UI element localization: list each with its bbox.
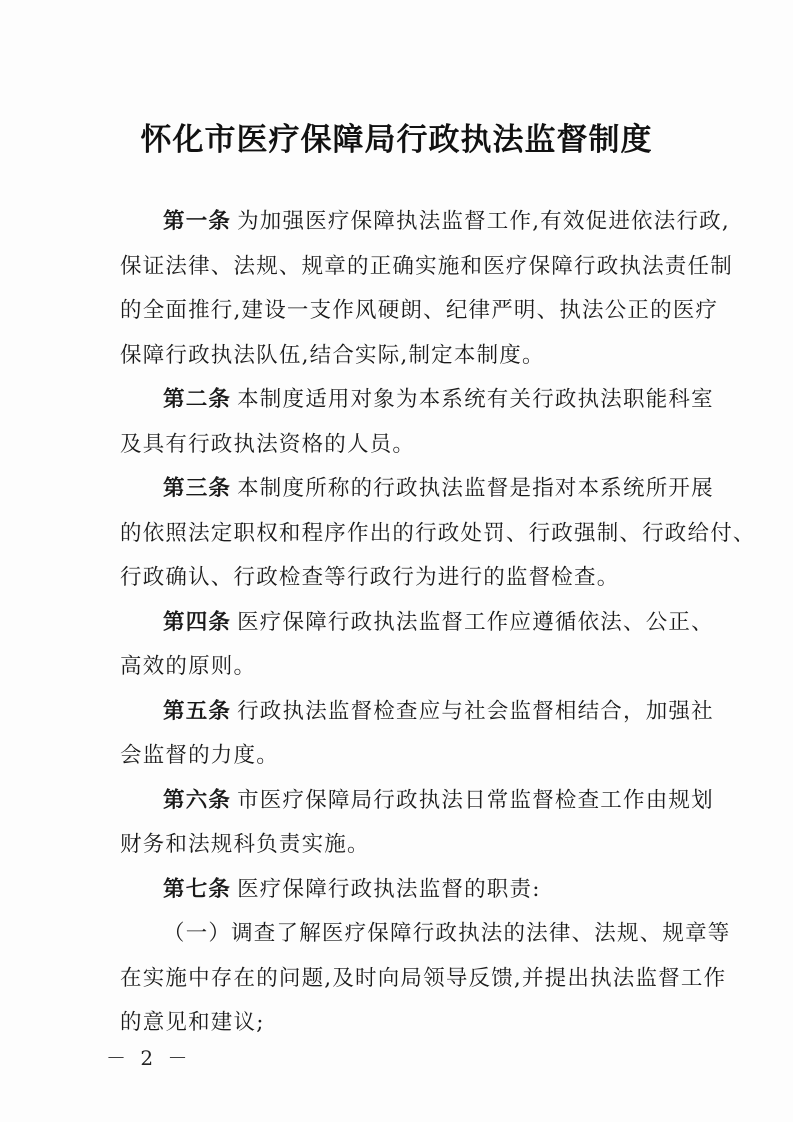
- article-6: [120, 779, 714, 868]
- article-line: [120, 378, 714, 423]
- article-label: 第一条: [163, 209, 232, 234]
- clause-1: [120, 912, 731, 1046]
- article-line: 财务和法规科负责实施。: [120, 832, 370, 857]
- document-title: 怀化市医疗保障局行政执法监督制度: [140, 122, 653, 158]
- clause-line: （一）调查了解医疗保障行政执法的法律、法规、规章等: [163, 921, 731, 946]
- article-text: 本制度适用对象为本系统有关行政执法职能科室: [237, 387, 714, 412]
- article-5: [120, 690, 714, 779]
- article-line: 的依照法定职权和程序作出的行政处罚、行政强制、行政给付、: [120, 520, 756, 546]
- article-text: 市医疗保障局行政执法日常监督检查工作由规划: [237, 787, 714, 813]
- article-line: [120, 868, 688, 913]
- article-label: 第六条: [163, 787, 232, 813]
- article-line: [120, 467, 714, 512]
- article-line: 会监督的力度。: [120, 743, 279, 768]
- article-text: 行政执法监督检查应与社会监督相结合，加强社: [237, 698, 714, 724]
- article-text: 医疗保障行政执法监督工作应遵循依法、公正、: [237, 609, 714, 635]
- article-text: 医疗保障行政执法监督的职责:: [237, 876, 541, 902]
- article-line: 及具有行政执法资格的人员。: [120, 431, 416, 457]
- article-text: 本制度所称的行政执法监督是指对本系统所开展: [237, 476, 714, 501]
- article-label: 第三条: [163, 476, 232, 501]
- page-number: － 2 －: [106, 1046, 192, 1070]
- article-text: 为加强医疗保障执法监督工作,有效促进依法行政,: [237, 209, 730, 234]
- clause-line: 在实施中存在的问题,及时向局领导反馈,并提出执法监督工作: [120, 965, 727, 991]
- article-label: 第二条: [163, 387, 232, 412]
- clause-line: 的意见和建议;: [120, 1010, 265, 1035]
- article-line: [120, 779, 714, 824]
- article-4: [120, 601, 714, 690]
- article-line: 行政确认、行政检查等行政行为进行的监督检查。: [120, 565, 620, 590]
- article-1: [120, 200, 733, 378]
- article-line: [120, 601, 714, 646]
- article-2: [120, 378, 714, 467]
- article-label: 第四条: [163, 609, 232, 635]
- article-7: [120, 868, 688, 913]
- article-line: 保障行政执法队伍,结合实际,制定本制度。: [120, 342, 545, 368]
- document-body: [120, 200, 756, 1046]
- article-line: 高效的原则。: [120, 654, 257, 679]
- article-line: 的全面推行,建设一支作风硬朗、纪律严明、执法公正的医疗: [120, 298, 719, 323]
- article-label: 第七条: [163, 876, 232, 902]
- article-label: 第五条: [163, 698, 232, 724]
- article-3: [120, 467, 756, 601]
- article-line: [120, 200, 730, 245]
- article-line: 保证法律、法规、规章的正确实施和医疗保障行政执法责任制: [120, 253, 733, 279]
- article-line: [120, 690, 714, 735]
